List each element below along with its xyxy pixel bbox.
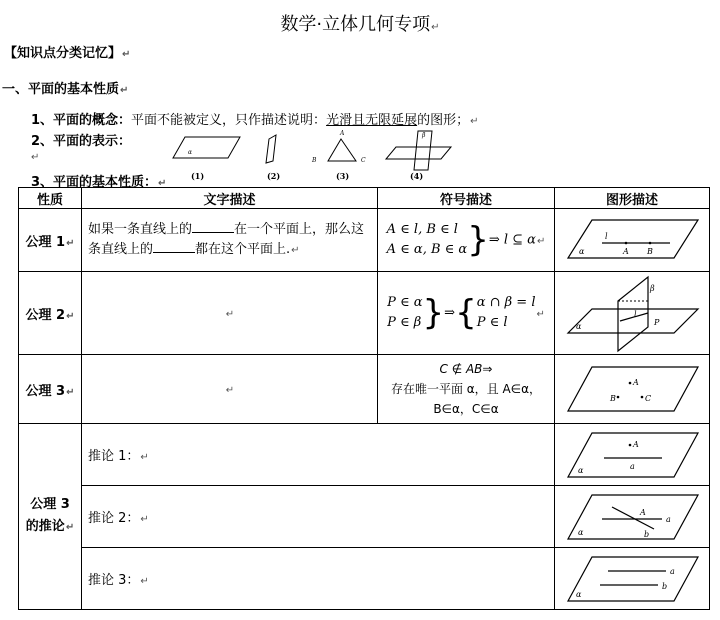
corollary-1-diagram — [562, 427, 702, 483]
corollary-2-diagram — [562, 489, 702, 545]
figure-label-3: (3) — [336, 171, 350, 181]
svg-text:a: a — [666, 514, 671, 524]
figure-4-horizontal-plane — [386, 147, 451, 159]
corollary-1-figure — [555, 424, 710, 486]
svg-text:α: α — [576, 322, 582, 331]
table-row-axiom-1 — [19, 209, 710, 272]
axiom-3-name: 公理 3↵ — [19, 355, 82, 424]
svg-text:α: α — [578, 465, 584, 475]
svg-text:α: α — [188, 149, 193, 156]
svg-text:α: α — [579, 247, 585, 256]
svg-text:C: C — [361, 157, 366, 164]
col-header-figure-description: 图形描述 — [555, 188, 710, 209]
fill-blank[interactable] — [153, 240, 195, 253]
svg-text:l: l — [605, 232, 608, 241]
figure-label-1: (1) — [191, 171, 205, 181]
axiom-3-figure — [555, 355, 710, 424]
col-header-text-description: 文字描述 — [82, 188, 378, 209]
figure-label-2: (2) — [267, 171, 281, 181]
axiom-2-diagram — [562, 273, 702, 353]
item-2-plane-representation: 2、平面的表示： — [31, 134, 132, 149]
col-header-symbol-description: 符号描述 — [378, 188, 555, 209]
figure-label-4: (4) — [410, 171, 424, 181]
corollary-2-figure — [555, 486, 710, 548]
corollary-2-text: 推论 2：↵ — [82, 486, 555, 548]
axiom-1-diagram — [562, 214, 702, 266]
axiom-2-symbols: P ∈ α P ∈ β}⇒{α ∩ β = l P ∈ l↵ — [378, 272, 555, 355]
svg-text:B: B — [647, 247, 653, 256]
fill-blank[interactable] — [192, 220, 234, 233]
svg-text:a: a — [670, 566, 675, 576]
col-header-property: 性质 — [19, 188, 82, 209]
axiom-3-symbols: C ∉ AB⇒ 存在唯一平面 α，且 A∈α， B∈α，C∈α — [378, 355, 555, 424]
svg-text:A: A — [640, 507, 646, 517]
svg-text:a: a — [630, 461, 635, 471]
svg-text:B: B — [610, 394, 616, 403]
table-row-corollary-2 — [19, 486, 710, 548]
svg-text:α: α — [576, 589, 582, 599]
svg-text:B: B — [312, 157, 317, 164]
table-row-corollary-3 — [19, 548, 710, 610]
svg-text:A: A — [633, 378, 639, 387]
svg-text:A: A — [623, 247, 629, 256]
axiom-1-text: 如果一条直线上的 在一个平面上，那么这条直线上的 都在这个平面上.↵ — [82, 209, 378, 272]
properties-table — [18, 187, 710, 610]
table-row-corollary-1 — [19, 424, 710, 486]
corollary-3-diagram — [562, 551, 702, 607]
svg-text:P: P — [654, 318, 660, 327]
axiom-2-figure — [555, 272, 710, 355]
table-header-row — [19, 188, 710, 209]
figure-3-triangle — [328, 139, 356, 161]
svg-text:β: β — [422, 132, 426, 139]
svg-text:l: l — [634, 310, 637, 319]
axiom-2-text: ↵ — [82, 272, 378, 355]
svg-text:A: A — [340, 130, 345, 137]
paragraph-mark: ↵ — [431, 22, 440, 33]
svg-text:β: β — [650, 284, 655, 293]
svg-text:b: b — [644, 529, 650, 539]
axiom-3-text: ↵ — [82, 355, 378, 424]
figure-1-parallelogram — [173, 137, 240, 158]
corollary-3-figure — [555, 548, 710, 610]
axiom-1-symbols: A ∈ l, B ∈ l A ∈ α, B ∈ α}⇒ l ⊆ α↵ — [378, 209, 555, 272]
svg-text:b: b — [662, 581, 668, 591]
paragraph-mark: ↵ — [31, 152, 40, 163]
corollary-3-text: 推论 3：↵ — [82, 548, 555, 610]
item-3-plane-properties: 3、平面的基本性质：↵ — [31, 175, 167, 190]
axiom-3-diagram — [562, 361, 702, 417]
section-header: 【知识点分类记忆】↵ — [4, 46, 131, 61]
figure-2-vertical-plane — [266, 135, 276, 163]
page-title: 数学·立体几何专项↵ — [280, 14, 440, 35]
svg-text:C: C — [645, 394, 652, 403]
axiom-1-figure — [555, 209, 710, 272]
axiom-1-name: 公理 1↵ — [19, 209, 82, 272]
section-1-heading: 一、平面的基本性质↵ — [2, 82, 129, 97]
svg-text:α: α — [578, 527, 584, 537]
table-row-axiom-2 — [19, 272, 710, 355]
svg-text:A: A — [633, 439, 639, 449]
corollary-1-text: 推论 1：↵ — [82, 424, 555, 486]
table-row-axiom-3 — [19, 355, 710, 424]
item-1-plane-concept: 1、平面的概念：平面不能被定义，只作描述说明：光滑且无限延展的图形；↵ — [31, 113, 479, 128]
corollary-name: 公理 3 的推论↵ — [19, 424, 82, 610]
axiom-2-name: 公理 2↵ — [19, 272, 82, 355]
